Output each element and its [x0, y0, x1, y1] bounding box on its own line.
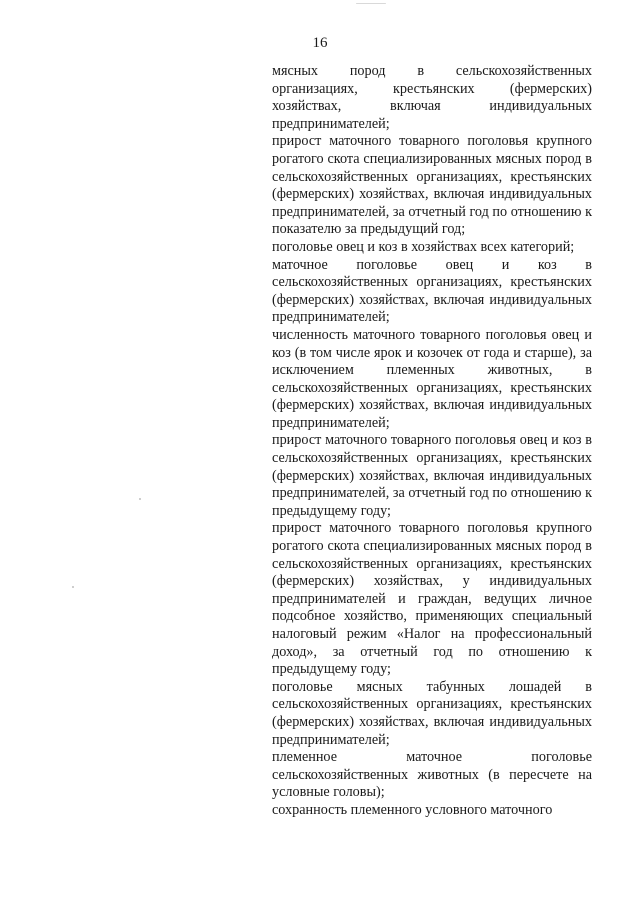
- scan-speck: [139, 498, 141, 500]
- paragraph-8: поголовье мясных табунных лошадей в сельскохозяйственных организациях, крестьянских (фермерских) хозяйствах, включая индивидуальных предпринимателей;: [272, 678, 592, 748]
- body-text: [272, 63, 592, 820]
- paragraph-5: численность маточного товарного поголовья овец и коз (в том числе ярок и козочек от года и старше), за исключением племенных животных, в сельскохозяйственных организациях, крестьянских (фермерских) хозяйствах, включая индивидуальных предпринимателей;: [272, 326, 592, 431]
- scan-speck: [72, 586, 74, 588]
- paragraph-10: сохранность племенного условного маточного: [272, 801, 553, 818]
- scan-speck: [356, 3, 386, 4]
- paragraph-2: прирост маточного товарного поголовья крупного рогатого скота специализированных мясных пород в сельскохозяйственных организациях, крестьянских (фермерских) хозяйствах, включая индивидуальных предпринимателей, за отчетный год по отношению к показателю за предыдущий год;: [272, 133, 592, 238]
- page-number: 16: [312, 35, 328, 51]
- paragraph-4: маточное поголовье овец и коз в сельскохозяйственных организациях, крестьянских (фермерских) хозяйствах, включая индивидуальных предпринимателей;: [272, 256, 592, 326]
- paragraph-7: прирост маточного товарного поголовья крупного рогатого скота специализированных мясных пород в сельскохозяйственных организациях, крестьянских (фермерских) хозяйствах, у индивидуальных предпринимателей и граждан, ведущих личное подсобное хозяйство, применяющих специальный налоговый режим «Налог на профессиональный доход», за отчетный год по отношению к предыдущему году;: [272, 520, 592, 678]
- paragraph-9: племенное маточное поголовье сельскохозяйственных животных (в пересчете на условные головы);: [272, 749, 592, 801]
- paragraph-1: мясных пород в сельскохозяйственных организациях, крестьянских (фермерских) хозяйствах, включая индивидуальных предпринимателей;: [272, 63, 592, 132]
- paragraph-6: прирост маточного товарного поголовья овец и коз в сельскохозяйственных организациях, крестьянских (фермерских) хозяйствах, включая индивидуальных предпринимателей, за отчетный год по отношению к предыдущему году;: [272, 432, 592, 519]
- paragraph-3: поголовье овец и коз в хозяйствах всех категорий;: [272, 238, 575, 255]
